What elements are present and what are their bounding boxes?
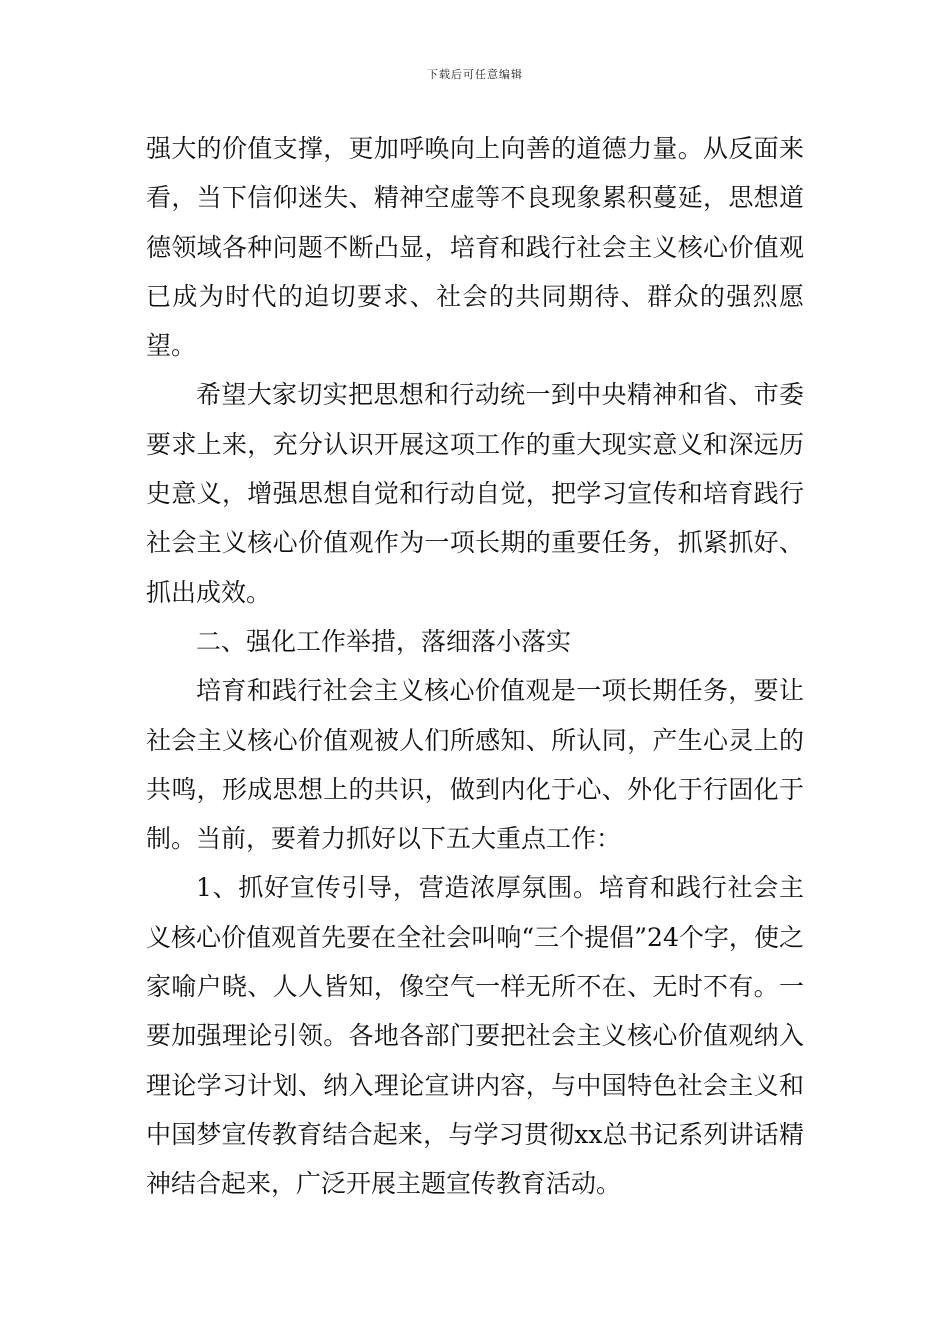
document-body xyxy=(146,124,804,1209)
paragraph-1: 强大的价值支撑，更加呼唤向上向善的道德力量。从反面来看，当下信仰迷失、精神空虚等不良现象累积蔓延，思想道德领域各种问题不断凸显，培育和践行社会主义核心价值观已成为时代的迫切要求、社会的共同期待、群众的强烈愿望。 xyxy=(146,134,804,361)
page-header: 下载后可任意编辑 xyxy=(427,68,523,81)
section-heading: 二、强化工作举措，落细落小落实 xyxy=(196,626,572,656)
paragraph-4: 1、抓好宣传引导，营造浓厚氛围。培育和践行社会主义核心价值观首先要在全社会叫响“三个提倡”24个字，使之家喻户晓、人人皆知，像空气一样无所不在、无时不有。一要加强理论引领。各地各部门要把社会主义核心价值观纳入理论学习计划、纳入理论宣讲内容，与中国特色社会主义和中国梦宣传教育结合起来，与学习贯彻xx总书记系列讲话精神结合起来，广泛开展主题宣传教育活动。 xyxy=(146,873,804,1199)
paragraph-2: 希望大家切实把思想和行动统一到中央精神和省、市委要求上来，充分认识开展这项工作的重大现实意义和深远历史意义，增强思想自觉和行动自觉，把学习宣传和培育践行社会主义核心价值观作为一项长期的重要任务，抓紧抓好、抓出成效。 xyxy=(146,380,804,607)
paragraph-3: 培育和践行社会主义核心价值观是一项长期任务，要让社会主义核心价值观被人们所感知、所认同，产生心灵上的共鸣，形成思想上的共识，做到内化于心、外化于行固化于制。当前，要着力抓好以下五大重点工作： xyxy=(146,676,804,854)
